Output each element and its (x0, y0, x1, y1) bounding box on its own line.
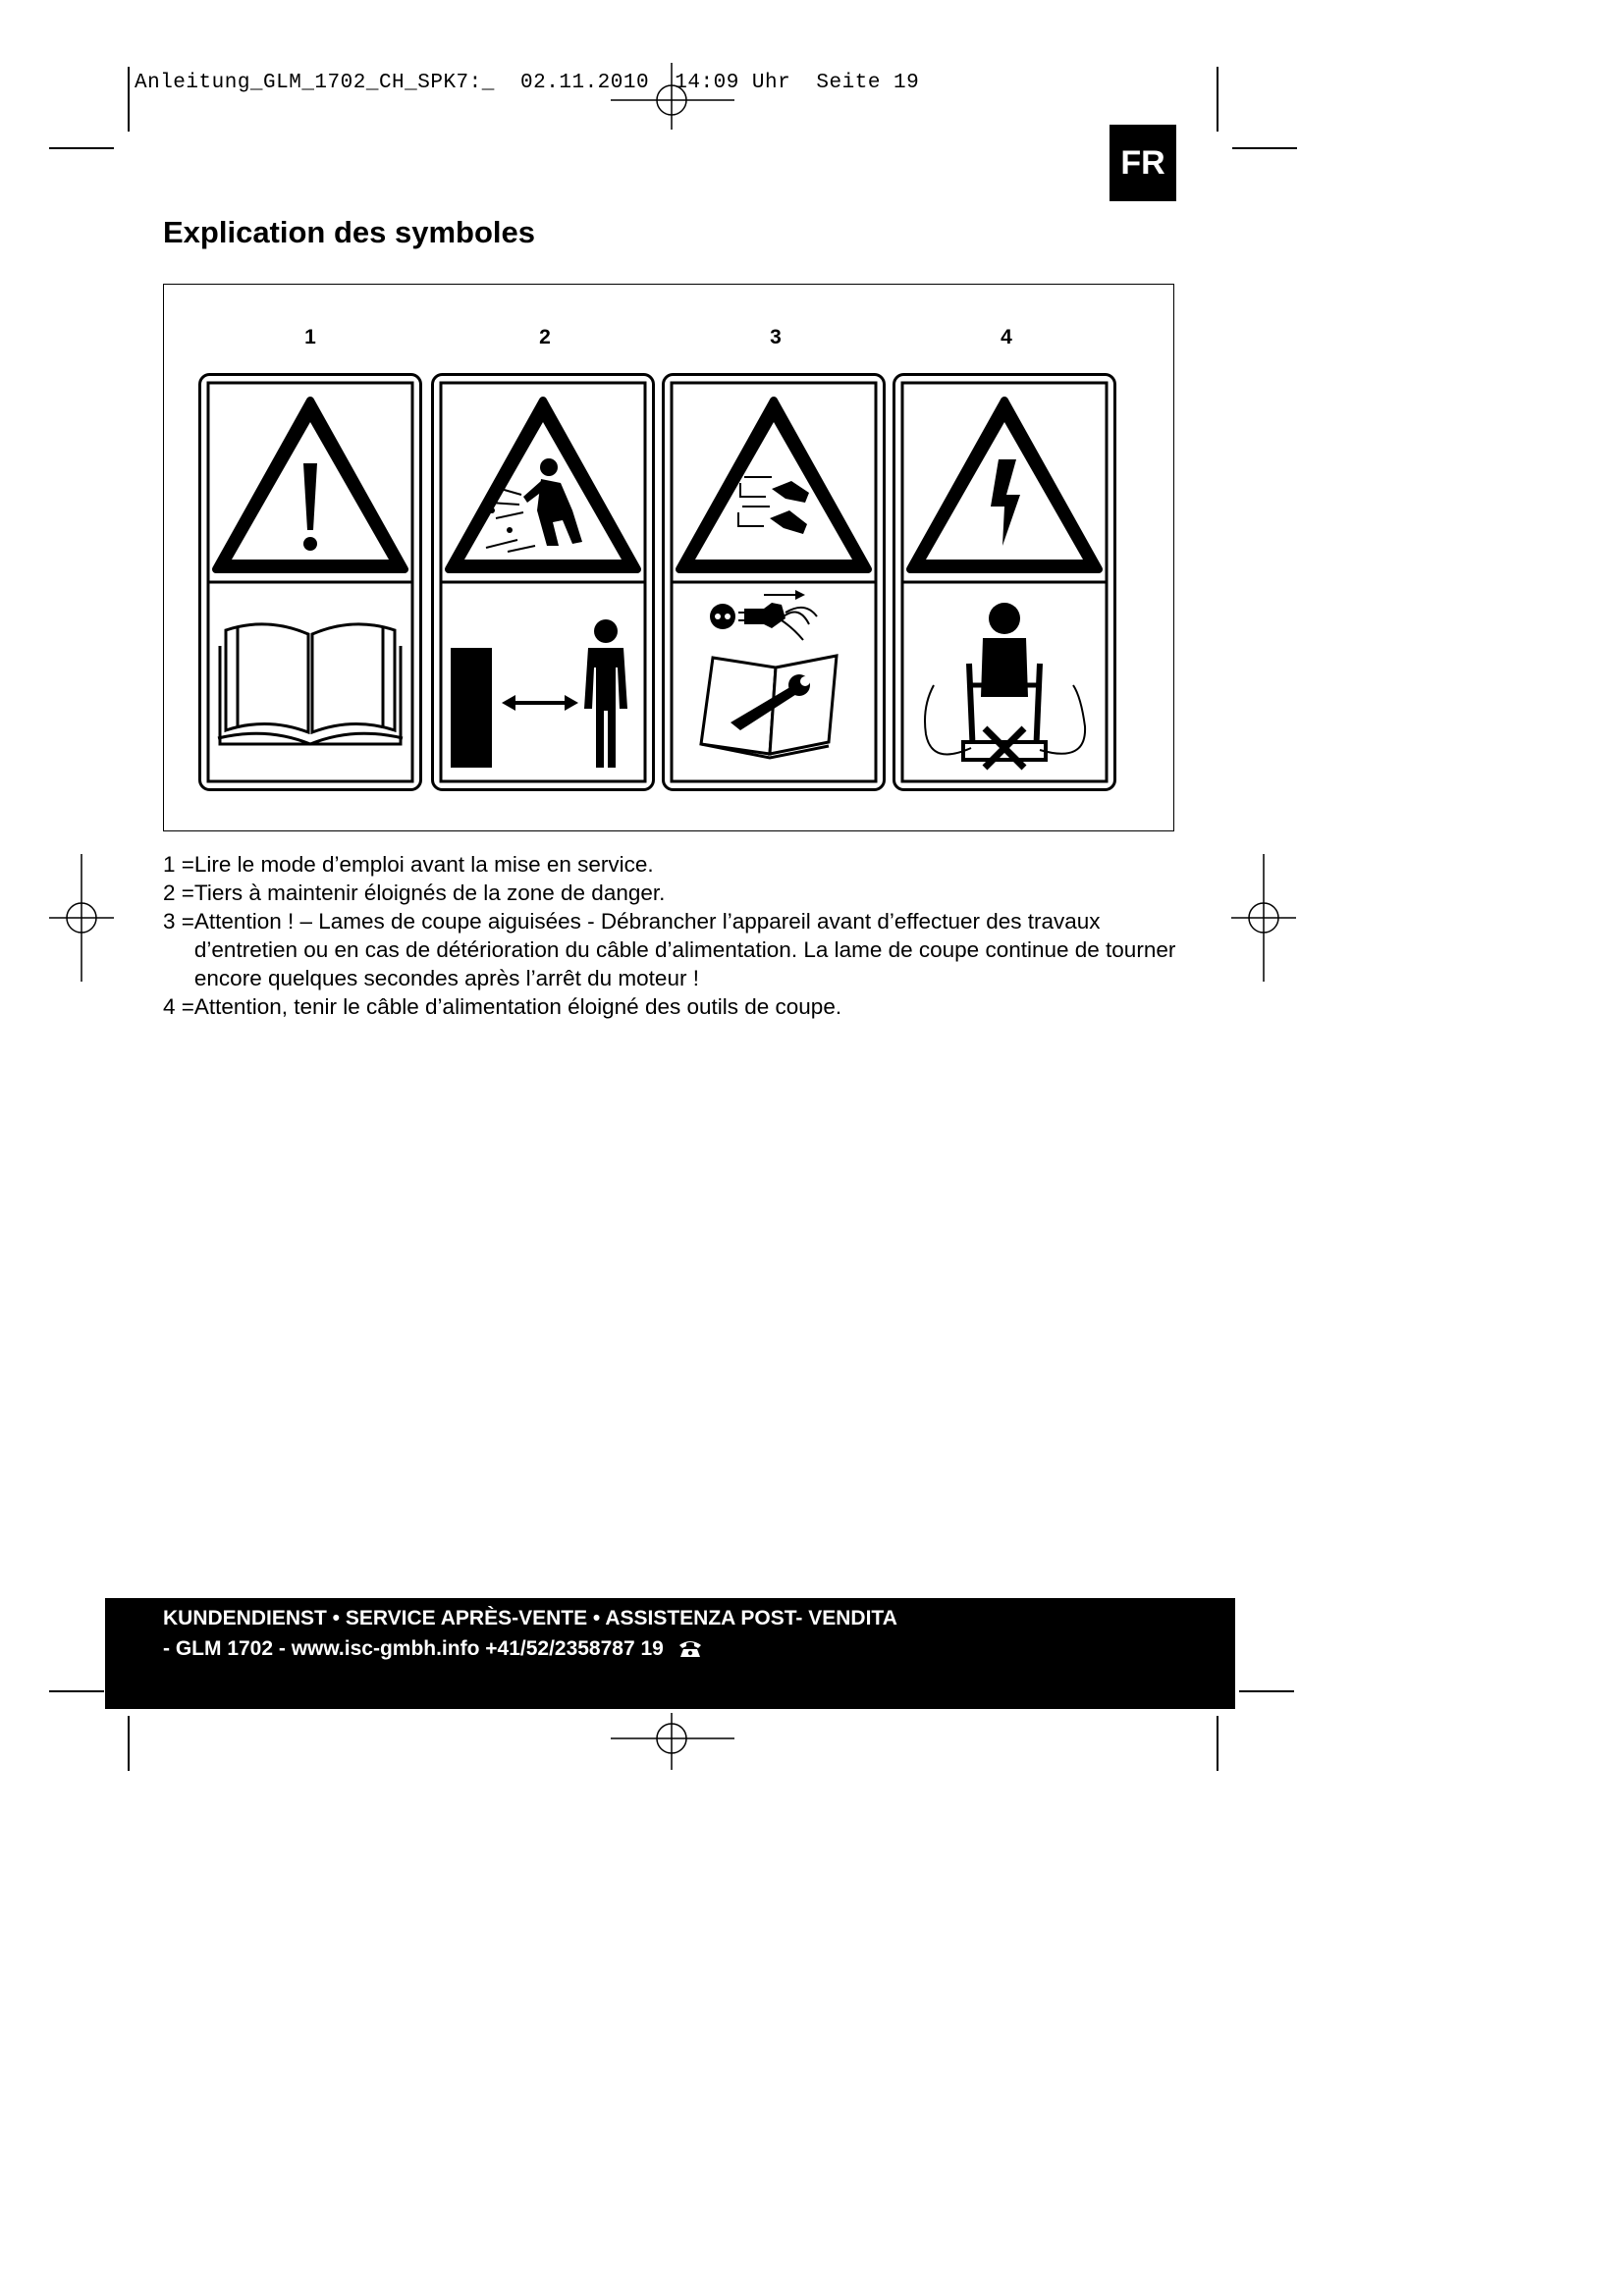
legend-number: 2 = (163, 881, 194, 905)
thrown-objects-warning-icon (449, 400, 637, 569)
legend-number: 4 = (163, 994, 194, 1019)
legend-text: Tiers à maintenir éloignés de la zone de danger. (193, 881, 666, 905)
language-badge: FR (1110, 125, 1176, 201)
symbol-legend (163, 850, 1184, 1021)
panel-number-4: 4 (1001, 326, 1012, 348)
registration-mark-right (1229, 854, 1298, 982)
footer-contact-line (163, 1637, 703, 1661)
footer-contact-text: - GLM 1702 - www.isc-gmbh.info +41/52/2358787 19 (163, 1637, 664, 1660)
legend-number: 3 = (163, 909, 194, 934)
footer-service-line: KUNDENDIENST • SERVICE APRÈS-VENTE • ASSISTENZA POST- VENDITA (163, 1607, 897, 1629)
registration-mark-bottom (609, 1713, 736, 1772)
legend-item-1 (163, 850, 1184, 879)
read-manual-icon (218, 624, 403, 744)
panel-number-1: 1 (304, 326, 316, 348)
section-title: Explication des symboles (163, 215, 536, 249)
registration-mark-top (609, 51, 736, 130)
keep-distance-icon (451, 619, 627, 768)
electric-shock-warning-icon (910, 400, 1099, 569)
panel-number-2: 2 (539, 326, 551, 348)
legend-text: Attention, tenir le câble d’alimentation éloigné des outils de coupe. (193, 994, 842, 1019)
cutting-blade-warning-icon (679, 400, 868, 569)
legend-item-2 (163, 879, 1184, 907)
print-slug: Anleitung_GLM_1702_CH_SPK7:_ 02.11.2010 14:09 Uhr Seite 19 (135, 72, 920, 94)
warning-exclamation-icon (216, 400, 405, 569)
safety-sign-4 (893, 373, 1116, 791)
safety-sign-3 (662, 373, 886, 791)
service-footer (105, 1598, 1235, 1709)
telephone-icon (677, 1638, 703, 1658)
safety-sign-2 (431, 373, 655, 791)
panel-number-3: 3 (770, 326, 782, 348)
legend-text: Lire le mode d’emploi avant la mise en service. (193, 852, 654, 877)
legend-number: 1 = (163, 852, 194, 877)
legend-item-4 (163, 992, 1184, 1021)
unplug-before-maintenance-icon (701, 590, 837, 758)
cable-away-from-blade-icon (925, 603, 1085, 768)
legend-text: Attention ! – Lames de coupe aiguisées - Débrancher l’appareil avant d’effectuer des travaux d’entretien ou en cas de détérioration du câble d’alimentation. La lame de coupe continue de tourner encore quelques secondes après l’arrêt du moteur ! (193, 909, 1176, 990)
legend-item-3 (163, 907, 1184, 992)
registration-mark-left (47, 854, 116, 982)
safety-sign-1 (198, 373, 422, 791)
